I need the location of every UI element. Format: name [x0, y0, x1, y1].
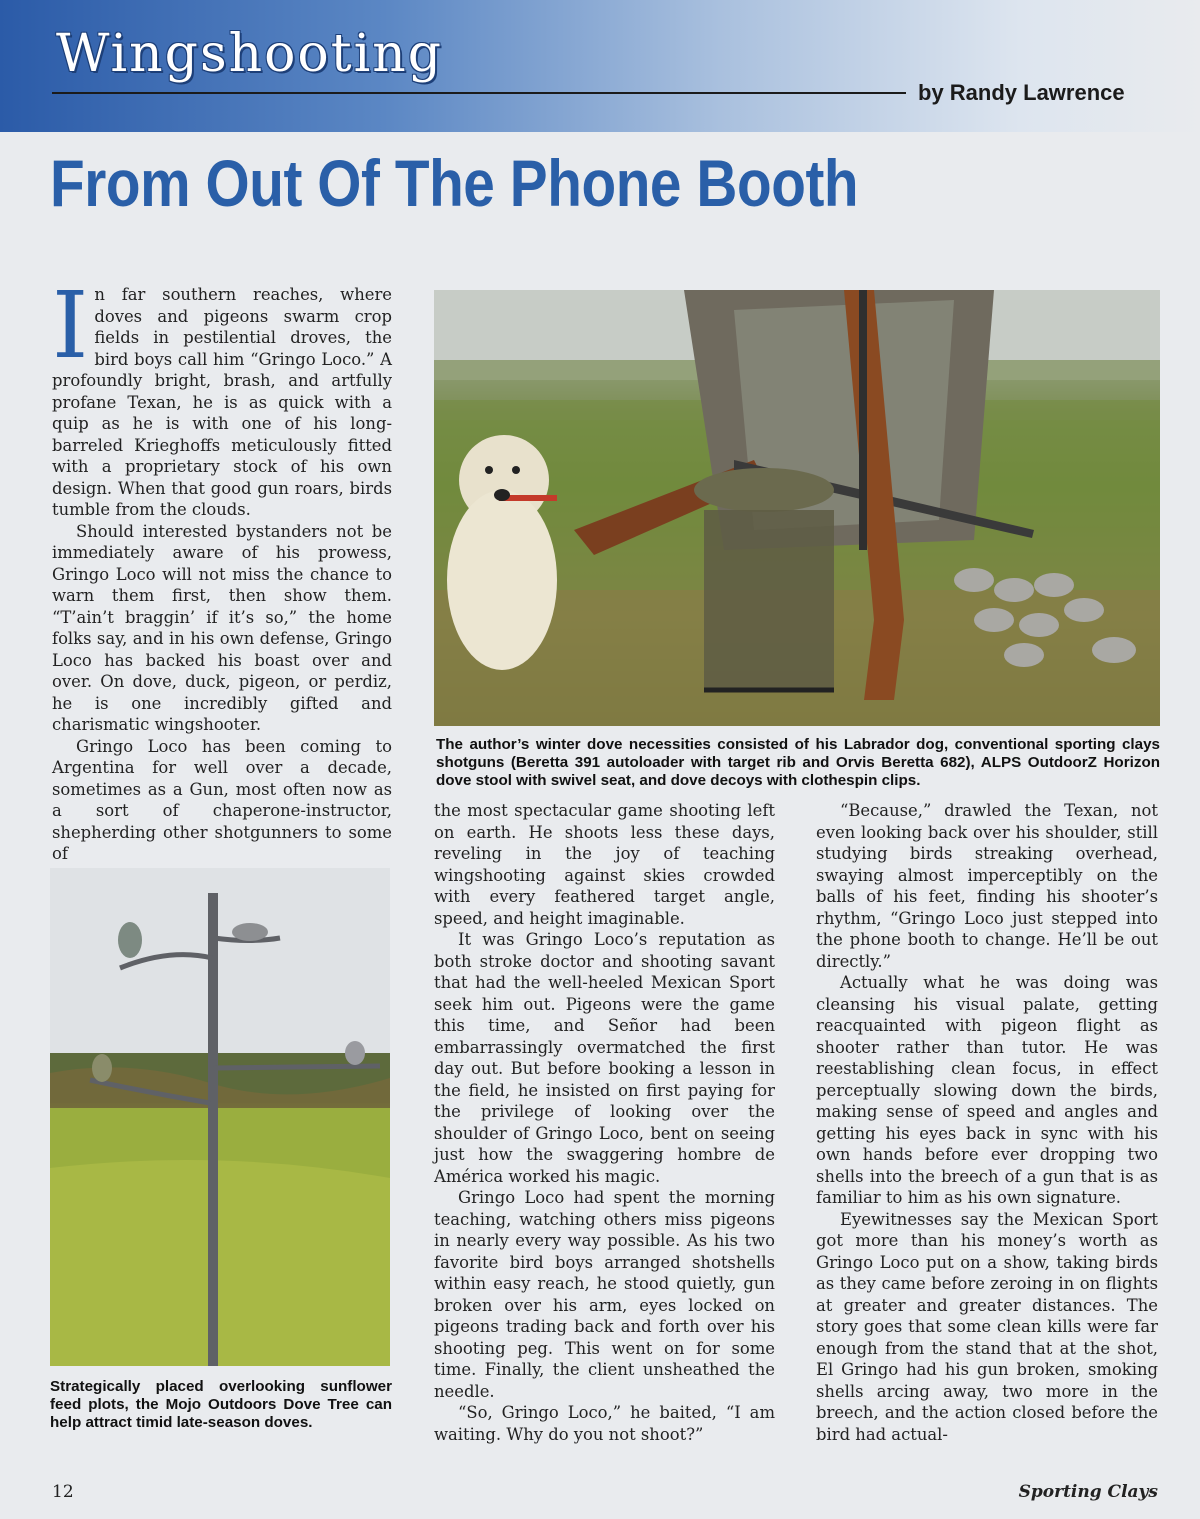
drop-cap: I	[52, 272, 89, 379]
magazine-name: Sporting Clays	[1018, 1482, 1158, 1502]
paragraph: “So, Gringo Loco,” he baited, “I am waiting. Why do you not shoot?”	[434, 1403, 775, 1444]
header-rule	[52, 92, 906, 94]
article-headline: From Out Of The Phone Booth	[50, 146, 859, 220]
paragraph: Should interested bystanders not be immediately aware of his prowess, Gringo Loco will not miss the chance to warn them first, then show them. “T’ain’t braggin’ if it’s so,” the home folks say, and in his own defense, Gringo Loco has backed his boast over and over. On dove, duck, pigeon, or perdiz, he is one incredibly gifted and charismatic wingshooter.	[52, 521, 392, 734]
paragraph: Gringo Loco had spent the morning teaching, watching others miss pigeons in nearly every way possible. As his two favorite bird boys arranged shotshells within easy reach, he stood quietly, gun broken over his arm, eyes locked on pigeons trading back and forth over his shooting peg. This went on for some time. Finally, the client unsheathed the needle.	[434, 1188, 775, 1401]
article-column-3	[816, 800, 1158, 1445]
paragraph: It was Gringo Loco’s reputation as both stroke doctor and shooting savant that had the well-heeled Mexican Sport seek him out. Pigeons were the game this time, and Señor had been embarrassingly overmatched the first day out. But before booking a lesson in the field, he insisted on first paying for the privilege of looking over the shoulder of Gringo Loco, bent on seeing just how the swaggering hombre de América worked his magic.	[434, 930, 775, 1186]
paragraph: Gringo Loco has been coming to Argentina for well over a decade, sometimes as a Gun, most often now as a sort of chaperone-instructor, shepherding other shotgunners to some of	[52, 736, 392, 863]
paragraph: the most spectacular game shooting left on earth. He shoots less these days, reveling in the joy of teaching wingshooting against skies crowded with every feathered target angle, speed, and height imaginable.	[434, 801, 775, 928]
dog-photo-caption: The author’s winter dove necessities consisted of his Labrador dog, conventional sporting clays shotguns (Beretta 391 autoloader with target rib and Orvis Beretta 682), ALPS OutdoorZ Horizon dove stool with swivel seat, and dove decoys with clothespin clips.	[436, 736, 1160, 789]
article-column-1	[52, 272, 392, 865]
dove-tree-photo	[50, 868, 390, 1366]
paragraph	[52, 272, 392, 521]
paragraph: “Because,” drawled the Texan, not even looking back over his shoulder, still studying birds streaking overhead, swaying almost imperceptibly on the balls of his feet, finding his shooter’s rhythm, “Gringo Loco just stepped into the phone booth to change. He’ll be out directly.”	[816, 801, 1158, 971]
dog-decoys-photo	[434, 290, 1160, 726]
page-number: 12	[52, 1482, 74, 1502]
section-title: Wingshooting	[56, 24, 444, 84]
dog-decoys-illustration	[434, 290, 1160, 726]
article-column-2	[434, 800, 775, 1445]
dove-tree-caption: Strategically placed overlooking sunflower feed plots, the Mojo Outdoors Dove Tree can help attract timid late-season doves.	[50, 1378, 392, 1431]
paragraph: Actually what he was doing was cleansing his visual palate, getting reacquainted with pigeon flight as shooter rather than tutor. He was reestablishing clean focus, in effect perceptually slowing down the birds, making sense of speed and angles and getting his eyes back in sync with his own hands before ever dropping two shells into the breech of a gun that is as familiar to him as his own signature.	[816, 973, 1158, 1207]
byline: by Randy Lawrence	[918, 80, 1125, 105]
dove-tree-illustration	[50, 868, 390, 1366]
paragraph-text: n far southern reaches, where doves and pigeons swarm crop fields in pestilential droves, the bird boys call him “Gringo Loco.” A profoundly bright, brash, and artfully profane Texan, he is as quick with a quip as he is with one of his long-barreled Krieghoffs meticulously fitted with a proprietary stock of his own design. When that good gun roars, birds tumble from the clouds.	[52, 285, 392, 519]
paragraph: Eyewitnesses say the Mexican Sport got more than his money’s worth as Gringo Loco put on a show, taking birds as they came before zeroing in on flights at greater and greater distances. The story goes that some clean kills were far enough from the stand that at the shot, El Gringo had his gun broken, smoking shells arcing away, two more in the breech, and the action closed before the bird had actual-	[816, 1209, 1158, 1444]
